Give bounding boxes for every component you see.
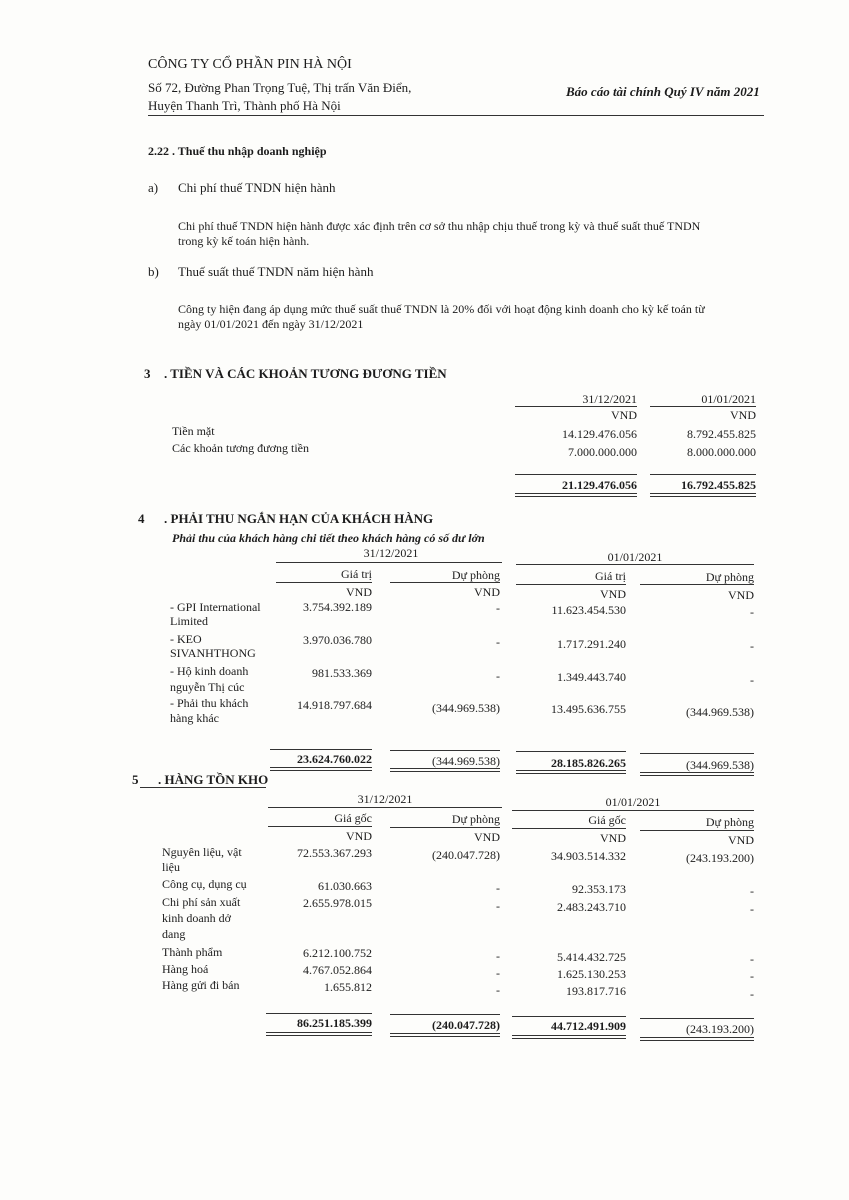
receivables-total-rule — [516, 751, 626, 752]
receivables-row-label: - GPI International — [170, 600, 261, 614]
inventory-section-number: 5 — [132, 772, 139, 787]
inventory-cost-2021: 4.767.052.864 — [303, 963, 372, 977]
inventory-unit: VND — [728, 833, 754, 847]
tax-b-label: b) — [148, 264, 159, 279]
inventory-total-cost-2020: 44.712.491.909 — [551, 1019, 626, 1033]
receivables-row-label: nguyễn Thị cúc — [170, 680, 245, 694]
receivables-total-double-rule — [270, 767, 372, 771]
receivables-value-2021: 981.533.369 — [312, 666, 372, 680]
tax-section-title: 2.22 . Thuế thu nhập doanh nghiệp — [148, 144, 327, 158]
cash-row-label: Các khoản tương đương tiền — [172, 441, 310, 455]
inventory-row-label: liệu — [162, 860, 180, 874]
inventory-cost-2021: 72.553.367.293 — [297, 846, 372, 860]
cash-total-2020: 16.792.455.825 — [681, 478, 756, 492]
cash-total-rule — [650, 474, 756, 475]
inventory-period2: 01/01/2021 — [605, 795, 661, 809]
cash-row-label: Tiền mặt — [172, 424, 215, 438]
receivables-value-2021: 14.918.797.684 — [297, 698, 372, 712]
receivables-section-number: 4 — [138, 511, 145, 526]
receivables-unit: VND — [728, 588, 754, 602]
inventory-col-rule — [640, 830, 754, 831]
receivables-row-label: Limited — [170, 614, 208, 628]
receivables-total-value-2020: 28.185.826.265 — [551, 756, 626, 770]
receivables-total-provision-2020: (344.969.538) — [686, 758, 754, 772]
tax-a-title: Chi phí thuế TNDN hiện hành — [178, 180, 336, 195]
receivables-provision-2021: (344.969.538) — [432, 701, 500, 715]
inventory-provision-2020: - — [750, 884, 754, 898]
inventory-col-provision: Dự phòng — [705, 815, 754, 829]
receivables-provision-2020: (344.969.538) — [686, 705, 754, 719]
receivables-value-2021: 3.754.392.189 — [303, 600, 372, 614]
inventory-provision-2020: (243.193.200) — [686, 851, 754, 865]
inventory-total-rule — [640, 1018, 754, 1019]
receivables-provision-2020: - — [750, 605, 754, 619]
company-address-line1: Số 72, Đường Phan Trọng Tuệ, Thị trấn Văn Điển, — [148, 80, 412, 95]
receivables-value-2021: 3.970.036.780 — [303, 633, 372, 647]
inventory-cost-2020: 5.414.432.725 — [557, 950, 626, 964]
inventory-col-cost: Giá gốc — [588, 813, 626, 827]
cash-row-value-2020: 8.000.000.000 — [687, 445, 756, 459]
header-rule — [148, 115, 764, 116]
inventory-provision-2020: - — [750, 952, 754, 966]
receivables-unit: VND — [346, 585, 372, 599]
inventory-row-label: Công cụ, dụng cụ — [162, 877, 247, 891]
receivables-provision-2021: - — [496, 601, 500, 615]
receivables-provision-2020: - — [750, 673, 754, 687]
inventory-col-rule — [390, 827, 500, 828]
tax-b-text-line1: Công ty hiện đang áp dụng mức thuế suất thuế TNDN là 20% đối với hoạt động kinh doanh cho kỳ kế toán từ — [178, 302, 705, 316]
receivables-row-label: - KEO — [170, 632, 202, 646]
inventory-provision-2021: - — [496, 881, 500, 895]
receivables-period2-rule — [516, 564, 754, 565]
inventory-cost-2020: 2.483.243.710 — [557, 900, 626, 914]
inventory-row-label: Hàng gửi đi bán — [162, 978, 240, 992]
tax-b-title: Thuế suất thuế TNDN năm hiện hành — [178, 264, 374, 279]
inventory-total-provision-2020: (243.193.200) — [686, 1022, 754, 1036]
receivables-col-rule — [276, 582, 372, 583]
inventory-total-rule — [266, 1013, 372, 1014]
inventory-cost-2021: 61.030.663 — [318, 879, 372, 893]
receivables-total-provision-2021: (344.969.538) — [432, 754, 500, 768]
inventory-total-rule — [512, 1016, 626, 1017]
receivables-unit: VND — [600, 587, 626, 601]
inventory-cost-2020: 34.903.514.332 — [551, 849, 626, 863]
cash-col2-date: 01/01/2021 — [701, 392, 756, 406]
inventory-period2-rule — [512, 810, 754, 811]
inventory-row-label: Hàng hoá — [162, 962, 209, 976]
receivables-period2: 01/01/2021 — [607, 550, 663, 564]
receivables-provision-2020: - — [750, 639, 754, 653]
receivables-col-provision: Dự phòng — [705, 570, 754, 584]
inventory-cost-2021: 1.655.812 — [324, 980, 372, 994]
receivables-col-rule — [516, 584, 626, 585]
inventory-total-double-rule — [266, 1032, 372, 1036]
inventory-row-label: Chi phí sản xuất — [162, 895, 241, 909]
cash-section-number: 3 — [144, 366, 151, 381]
inventory-row-label: kinh doanh dở — [162, 911, 232, 925]
inventory-row-label: Thành phẩm — [162, 945, 223, 959]
cash-col2-unit: VND — [730, 408, 756, 422]
inventory-total-double-rule — [390, 1033, 500, 1037]
inventory-total-double-rule — [640, 1037, 754, 1041]
cash-row-value-2020: 8.792.455.825 — [687, 427, 756, 441]
inventory-cost-2021: 2.655.978.015 — [303, 896, 372, 910]
receivables-row-label: hàng khác — [170, 711, 219, 725]
inventory-provision-2020: - — [750, 902, 754, 916]
receivables-total-double-rule — [516, 770, 626, 774]
inventory-col-provision: Dự phòng — [451, 812, 500, 826]
inventory-period1-rule — [268, 807, 502, 808]
receivables-provision-2021: - — [496, 669, 500, 683]
receivables-period1-rule — [276, 562, 502, 563]
receivables-section-title: . PHẢI THU NGẮN HẠN CỦA KHÁCH HÀNG — [164, 511, 434, 526]
receivables-provision-2021: - — [496, 635, 500, 649]
receivables-subtitle: Phải thu của khách hàng chi tiết theo khách hàng có số dư lớn — [172, 531, 485, 545]
cash-row-value-2021: 7.000.000.000 — [568, 445, 637, 459]
receivables-col-provision: Dự phòng — [451, 568, 500, 582]
receivables-value-2020: 11.623.454.530 — [551, 603, 626, 617]
receivables-value-2020: 13.495.636.755 — [551, 702, 626, 716]
inventory-provision-2021: - — [496, 966, 500, 980]
inventory-col-cost: Giá gốc — [334, 811, 372, 825]
inventory-provision-2021: - — [496, 949, 500, 963]
inventory-period1: 31/12/2021 — [357, 792, 413, 806]
company-name: CÔNG TY CỔ PHẦN PIN HÀ NỘI — [148, 57, 352, 72]
inventory-col-rule — [268, 826, 372, 827]
cash-col2-rule — [650, 406, 756, 407]
receivables-col-rule — [640, 584, 754, 585]
receivables-period1: 31/12/2021 — [363, 546, 419, 560]
inventory-cost-2020: 92.353.173 — [572, 882, 626, 896]
receivables-unit: VND — [474, 585, 500, 599]
inventory-unit: VND — [600, 831, 626, 845]
inventory-row-label: Nguyên liệu, vật — [162, 845, 242, 859]
tax-a-text-line2: trong kỳ kế toán hiện hành. — [178, 234, 310, 248]
receivables-total-value-2021: 23.624.760.022 — [297, 752, 372, 766]
receivables-total-rule — [390, 750, 500, 751]
inventory-title-rule — [140, 787, 266, 788]
report-title: Báo cáo tài chính Quý IV năm 2021 — [566, 84, 760, 99]
cash-row-value-2021: 14.129.476.056 — [562, 427, 637, 441]
receivables-row-label: - Hộ kinh doanh — [170, 664, 249, 678]
receivables-col-value: Giá trị — [595, 569, 626, 583]
inventory-provision-2021: - — [496, 983, 500, 997]
inventory-row-label: dang — [162, 927, 186, 941]
cash-col1-date: 31/12/2021 — [582, 392, 637, 406]
receivables-col-value: Giá trị — [341, 567, 372, 581]
receivables-total-rule — [640, 753, 754, 754]
receivables-value-2020: 1.349.443.740 — [557, 670, 626, 684]
receivables-total-rule — [270, 749, 372, 750]
inventory-provision-2020: - — [750, 969, 754, 983]
cash-section-title: . TIỀN VÀ CÁC KHOẢN TƯƠNG ĐƯƠNG TIỀN — [164, 366, 447, 381]
inventory-unit: VND — [474, 830, 500, 844]
inventory-section-title: . HÀNG TỒN KHO — [158, 772, 269, 787]
inventory-cost-2020: 193.817.716 — [566, 984, 626, 998]
inventory-provision-2020: - — [750, 987, 754, 1001]
cash-total-double-rule — [515, 493, 637, 497]
cash-total-rule — [515, 474, 637, 475]
tax-b-text-line2: ngày 01/01/2021 đến ngày 31/12/2021 — [178, 317, 364, 331]
cash-total-double-rule — [650, 493, 756, 497]
inventory-col-rule — [512, 828, 626, 829]
receivables-total-double-rule — [640, 772, 754, 776]
cash-total-2021: 21.129.476.056 — [562, 478, 637, 492]
inventory-provision-2021: - — [496, 899, 500, 913]
inventory-unit: VND — [346, 829, 372, 843]
inventory-total-provision-2021: (240.047.728) — [432, 1018, 500, 1032]
company-address-line2: Huyện Thanh Trì, Thành phố Hà Nội — [148, 98, 341, 113]
inventory-total-cost-2021: 86.251.185.399 — [297, 1016, 372, 1030]
cash-col1-unit: VND — [611, 408, 637, 422]
inventory-total-double-rule — [512, 1035, 626, 1039]
inventory-cost-2021: 6.212.100.752 — [303, 946, 372, 960]
receivables-value-2020: 1.717.291.240 — [557, 637, 626, 651]
cash-col1-rule — [515, 406, 637, 407]
receivables-total-double-rule — [390, 768, 500, 772]
inventory-total-rule — [390, 1014, 500, 1015]
tax-a-text-line1: Chi phí thuế TNDN hiện hành được xác định trên cơ sở thu nhập chịu thuế trong kỳ và thuế suất thuế TNDN — [178, 219, 701, 233]
inventory-cost-2020: 1.625.130.253 — [557, 967, 626, 981]
receivables-row-label: - Phải thu khách — [170, 696, 249, 710]
inventory-provision-2021: (240.047.728) — [432, 848, 500, 862]
receivables-row-label: SIVANHTHONG — [170, 646, 256, 660]
receivables-col-rule — [390, 582, 500, 583]
tax-a-label: a) — [148, 180, 159, 195]
